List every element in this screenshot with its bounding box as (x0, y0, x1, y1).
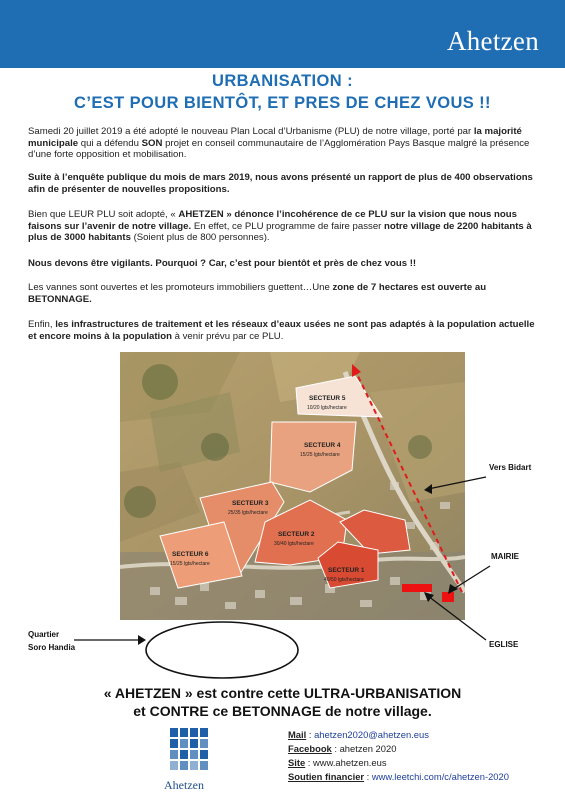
text-run: observations afin de présenter de nouvelles propositions. (28, 172, 533, 195)
text-run: malgré la présence d’une forte opposition et mobilisation. (28, 137, 530, 161)
sector-6-label: SECTEUR 6 (172, 551, 209, 558)
paragraph-infrastructures (28, 319, 544, 342)
text-run: à venir prévu par ce PLU. (171, 330, 284, 342)
text-run: (Soient plus de 800 personnes). (130, 232, 270, 244)
contact-facebook: Facebook : ahetzen 2020 (288, 743, 397, 754)
text-run: Nous devons être vigilants. Pourquoi ? Car, c’est pour bientôt et près de chez vous !! (28, 258, 417, 269)
sector-5-label: SECTEUR 5 (309, 395, 346, 402)
text-run: AHETZEN (178, 209, 224, 220)
text-run: Les vannes sont ouvertes et les promoteurs immobiliers guettent…Une (28, 282, 333, 293)
paragraph-enquete (28, 172, 544, 195)
sector-1-label: SECTEUR 1 (328, 567, 365, 574)
mail-link[interactable]: ahetzen2020@ahetzen.eus (314, 729, 429, 740)
text-run: nous faisons sur l’avenir de notre village. (28, 209, 517, 232)
title-line-2: C’EST POUR BIENTÔT, ET PRES DE CHEZ VOUS !! (74, 94, 491, 112)
text-run: » dénonce l’incohérence de ce PLU sur la vision que nous (223, 209, 492, 220)
text-run: Suite à l’enquête publique du mois de mars 2019, nous avons présenté un rapport de plus de 400 (28, 172, 471, 183)
callout-mairie: MAIRIE (491, 552, 519, 561)
text-run: zone de 7 hectares est ouverte au (332, 282, 487, 293)
sector-5-density: 10/20 lgts/hectare (307, 405, 347, 411)
brand-name: Ahetzen (446, 26, 539, 56)
paragraph-incoherence (28, 209, 544, 244)
text-run: SON (141, 137, 163, 149)
text-run: BETONNAGE. (28, 293, 92, 305)
sector-4-density: 15/25 lgts/hectare (300, 452, 340, 458)
facebook-value: ahetzen 2020 (339, 743, 397, 754)
sector-1-density: 40/50 lgts/hectare (324, 577, 364, 583)
text-run: projet en conseil communautaire de l’Agglomération Pays Basque (162, 137, 446, 149)
quartier-ellipse (146, 622, 298, 678)
text-run: Samedi 20 juillet 2019 a été adopté le nouveau Plan Local d’Urbanisme (PLU) de notre village, porté par (28, 126, 474, 137)
title-line-1: URBANISATION : (212, 72, 353, 90)
logo-text: Ahetzen (164, 778, 204, 792)
text-run: actuelle et encore moins à la population (28, 319, 535, 342)
contact-site: Site : www.ahetzen.eus (288, 757, 387, 768)
text-run: habitants à plus de 3000 habitants (28, 220, 532, 244)
callout-eglise: EGLISE (489, 640, 519, 649)
header-banner (0, 0, 565, 68)
text-run: la (473, 126, 482, 137)
text-run: les infrastructures de traitement et les réseaux d’eaux usées ne sont pas adaptés à la population (55, 319, 497, 330)
site-link[interactable]: www.ahetzen.eus (313, 757, 387, 768)
callout-vers-bidart: Vers Bidart (489, 463, 532, 472)
sector-6-density: 15/25 lgts/hectare (170, 561, 210, 567)
sector-2-density: 30/40 lgts/hectare (274, 541, 314, 547)
soutien-link[interactable]: www.leetchi.com/c/ahetzen-2020 (371, 771, 509, 782)
contact-mail: Mail : ahetzen2020@ahetzen.eus (288, 729, 429, 740)
text-run: Enfin, (28, 319, 56, 330)
text-run: En effet, ce PLU programme de faire passer (191, 220, 385, 232)
paragraph-adoption (28, 126, 544, 161)
paragraph-vannes (28, 282, 544, 305)
contact-soutien: Soutien financier : www.leetchi.com/c/ahetzen-2020 (288, 771, 509, 782)
sector-3-density: 25/35 lgts/hectare (228, 510, 268, 516)
sector-2-label: SECTEUR 2 (278, 531, 315, 538)
aerial-map (120, 352, 465, 620)
text-run: Bien que LEUR PLU soit adopté, « (28, 209, 179, 220)
text-run: majorité municipale (28, 126, 522, 149)
slogan-line-1: « AHETZEN » est contre cette ULTRA-URBANISATION (103, 685, 462, 701)
paragraph-vigilance (28, 258, 544, 270)
text-run: qui a défendu (78, 137, 142, 149)
aerial-map-image (120, 352, 465, 620)
ahetzen-logo-icon (160, 726, 216, 776)
callout-quartier-line2: Soro Handia (28, 643, 76, 652)
sector-3-label: SECTEUR 3 (232, 500, 269, 507)
slogan-line-2: et CONTRE ce BETONNAGE de notre village. (133, 703, 432, 719)
sector-4-label: SECTEUR 4 (304, 442, 341, 449)
callout-quartier-line1: Quartier (28, 630, 60, 639)
text-run: notre village de 2200 (384, 220, 479, 232)
quartier-arrowhead-icon (138, 635, 146, 645)
